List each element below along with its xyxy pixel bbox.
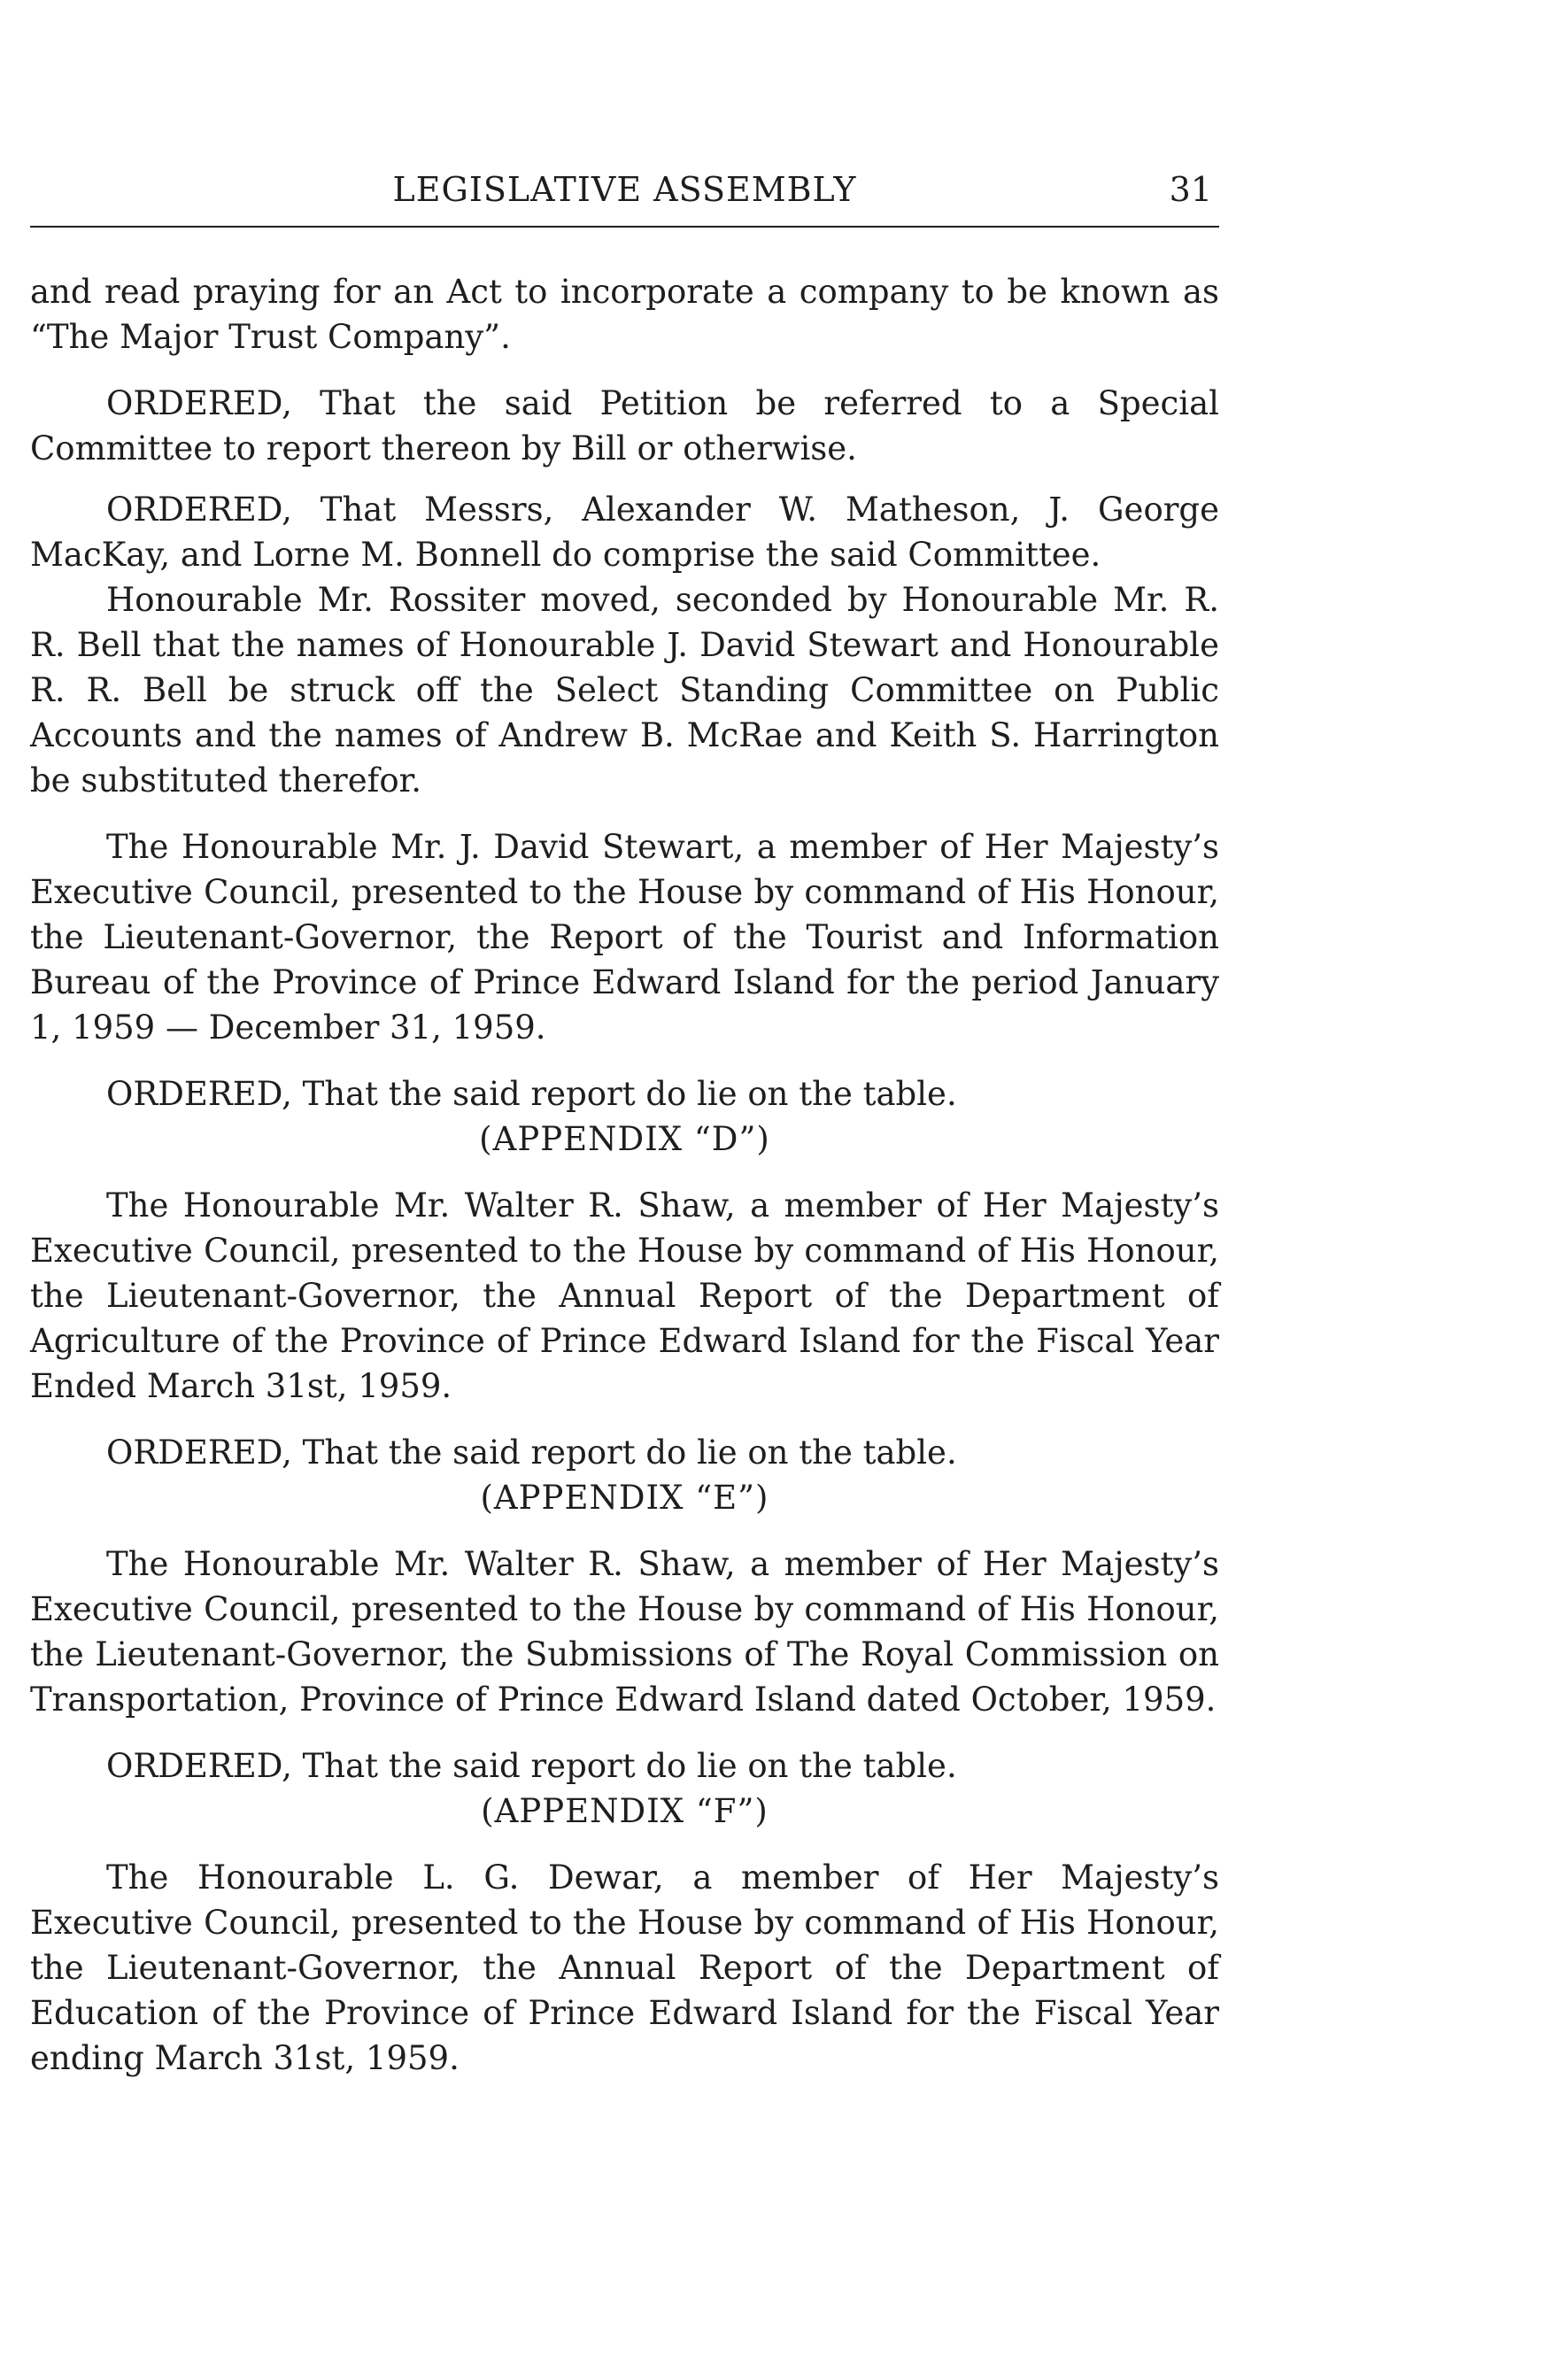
motion-public-accounts: Honourable Mr. Rossiter moved, seconded by Honourable Mr. R. R. Bell that the names of Honourable J. David Stewart and Honourable R. R. Bell be struck off the Select Standing Committee on Public Accounts and the names of Andrew B. McRae and Keith S. Harrington be substituted therefor. [30, 581, 1219, 800]
header-rule [30, 226, 1219, 228]
appendix-d: (APPENDIX “D”) [479, 1120, 770, 1158]
running-title: LEGISLATIVE ASSEMBLY [392, 170, 857, 209]
continued-petition-paragraph: and read praying for an Act to incorporate a company to be known as “The Major Trust Company”. [30, 273, 1219, 356]
order-lie-on-table-e: ORDERED, That the said report do lie on the table. [106, 1433, 957, 1472]
order-committee-members: ORDERED, That Messrs, Alexander W. Matheson, J. George MacKay, and Lorne M. Bonnell do comprise the said Committee. [30, 491, 1219, 574]
appendix-e: (APPENDIX “E”) [480, 1479, 769, 1517]
page-number: 31 [1169, 170, 1212, 209]
order-lie-on-table-f: ORDERED, That the said report do lie on the table. [106, 1747, 957, 1785]
document-body [30, 269, 1219, 2081]
transportation-submissions-paragraph: The Honourable Mr. Walter R. Shaw, a member of Her Majesty’s Executive Council, presented to the House by command of His Honour, the Lieutenant-Governor, the Submissions of The Royal Commission on Transportation, Province of Prince Edward Island dated October, 1959. [30, 1545, 1219, 1719]
page-header [30, 163, 1219, 216]
tourist-report-paragraph: The Honourable Mr. J. David Stewart, a member of Her Majesty’s Executive Council, presented to the House by command of His Honour, the Lieutenant-Governor, the Report of the Tourist and Information Bureau of the Province of Prince Edward Island for the period January 1, 1959 — December 31, 1959. [30, 828, 1219, 1047]
order-refer-petition: ORDERED, That the said Petition be referred to a Special Committee to report thereon by Bill or otherwise. [30, 384, 1219, 468]
appendix-f: (APPENDIX “F”) [481, 1792, 769, 1830]
order-lie-on-table-d: ORDERED, That the said report do lie on the table. [106, 1075, 957, 1113]
agriculture-report-paragraph: The Honourable Mr. Walter R. Shaw, a member of Her Majesty’s Executive Council, presented to the House by command of His Honour, the Lieutenant-Governor, the Annual Report of the Department of Agriculture of the Province of Prince Edward Island for the Fiscal Year Ended March 31st, 1959. [30, 1186, 1219, 1405]
education-report-paragraph: The Honourable L. G. Dewar, a member of Her Majesty’s Executive Council, presented to the House by command of His Honour, the Lieutenant-Governor, the Annual Report of the Department of Education of the Province of Prince Edward Island for the Fiscal Year ending March 31st, 1959. [30, 1858, 1219, 2077]
